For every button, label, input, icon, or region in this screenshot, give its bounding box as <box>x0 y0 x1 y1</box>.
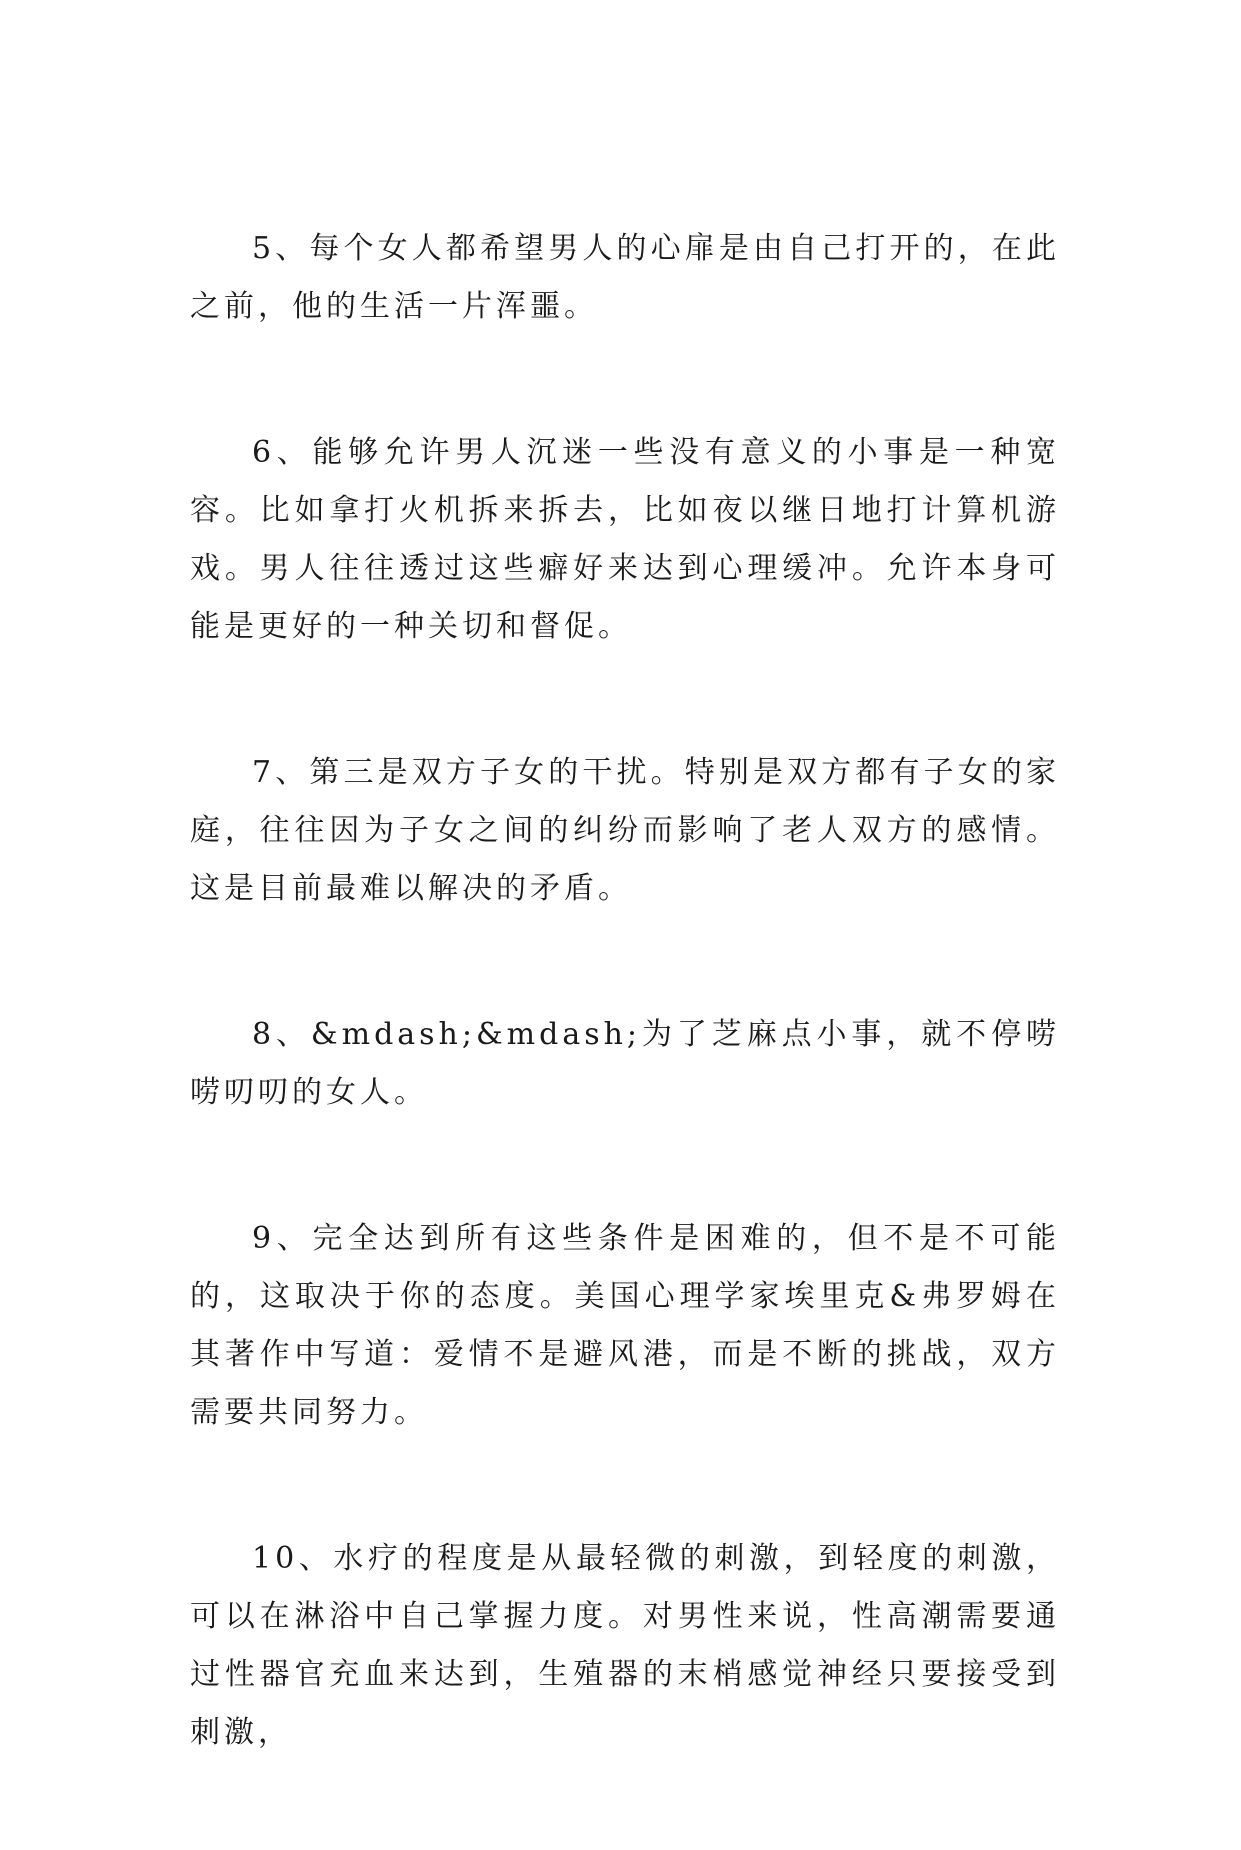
paragraph-8: 8、&mdash;&mdash;为了芝麻点小事，就不停唠唠叨叨的女人。 <box>190 1017 1060 1110</box>
paragraph-9: 9、完全达到所有这些条件是困难的，但不是不可能的，这取决于你的态度。美国心理学家埃里克&弗罗姆在其著作中写道：爱情不是避风港，而是不断的挑战，双方需要共同努力。 <box>190 1221 1060 1430</box>
paragraph-5: 5、每个女人都希望男人的心扉是由自己打开的，在此之前，他的生活一片浑噩。 <box>190 231 1060 324</box>
document-body <box>190 220 1060 1850</box>
paragraph-10: 10、水疗的程度是从最轻微的刺激，到轻度的刺激，可以在淋浴中自己掌握力度。对男性来说，性高潮需要通过性器官充血来达到，生殖器的末梢感觉神经只要接受到刺激， <box>190 1541 1060 1750</box>
paragraph-7: 7、第三是双方子女的干扰。特别是双方都有子女的家庭，往往因为子女之间的纠纷而影响了老人双方的感情。这是目前最难以解决的矛盾。 <box>190 755 1060 906</box>
paragraph-6: 6、能够允许男人沉迷一些没有意义的小事是一种宽容。比如拿打火机拆来拆去，比如夜以继日地打计算机游戏。男人往往透过这些癖好来达到心理缓冲。允许本身可能是更好的一种关切和督促。 <box>190 435 1060 644</box>
